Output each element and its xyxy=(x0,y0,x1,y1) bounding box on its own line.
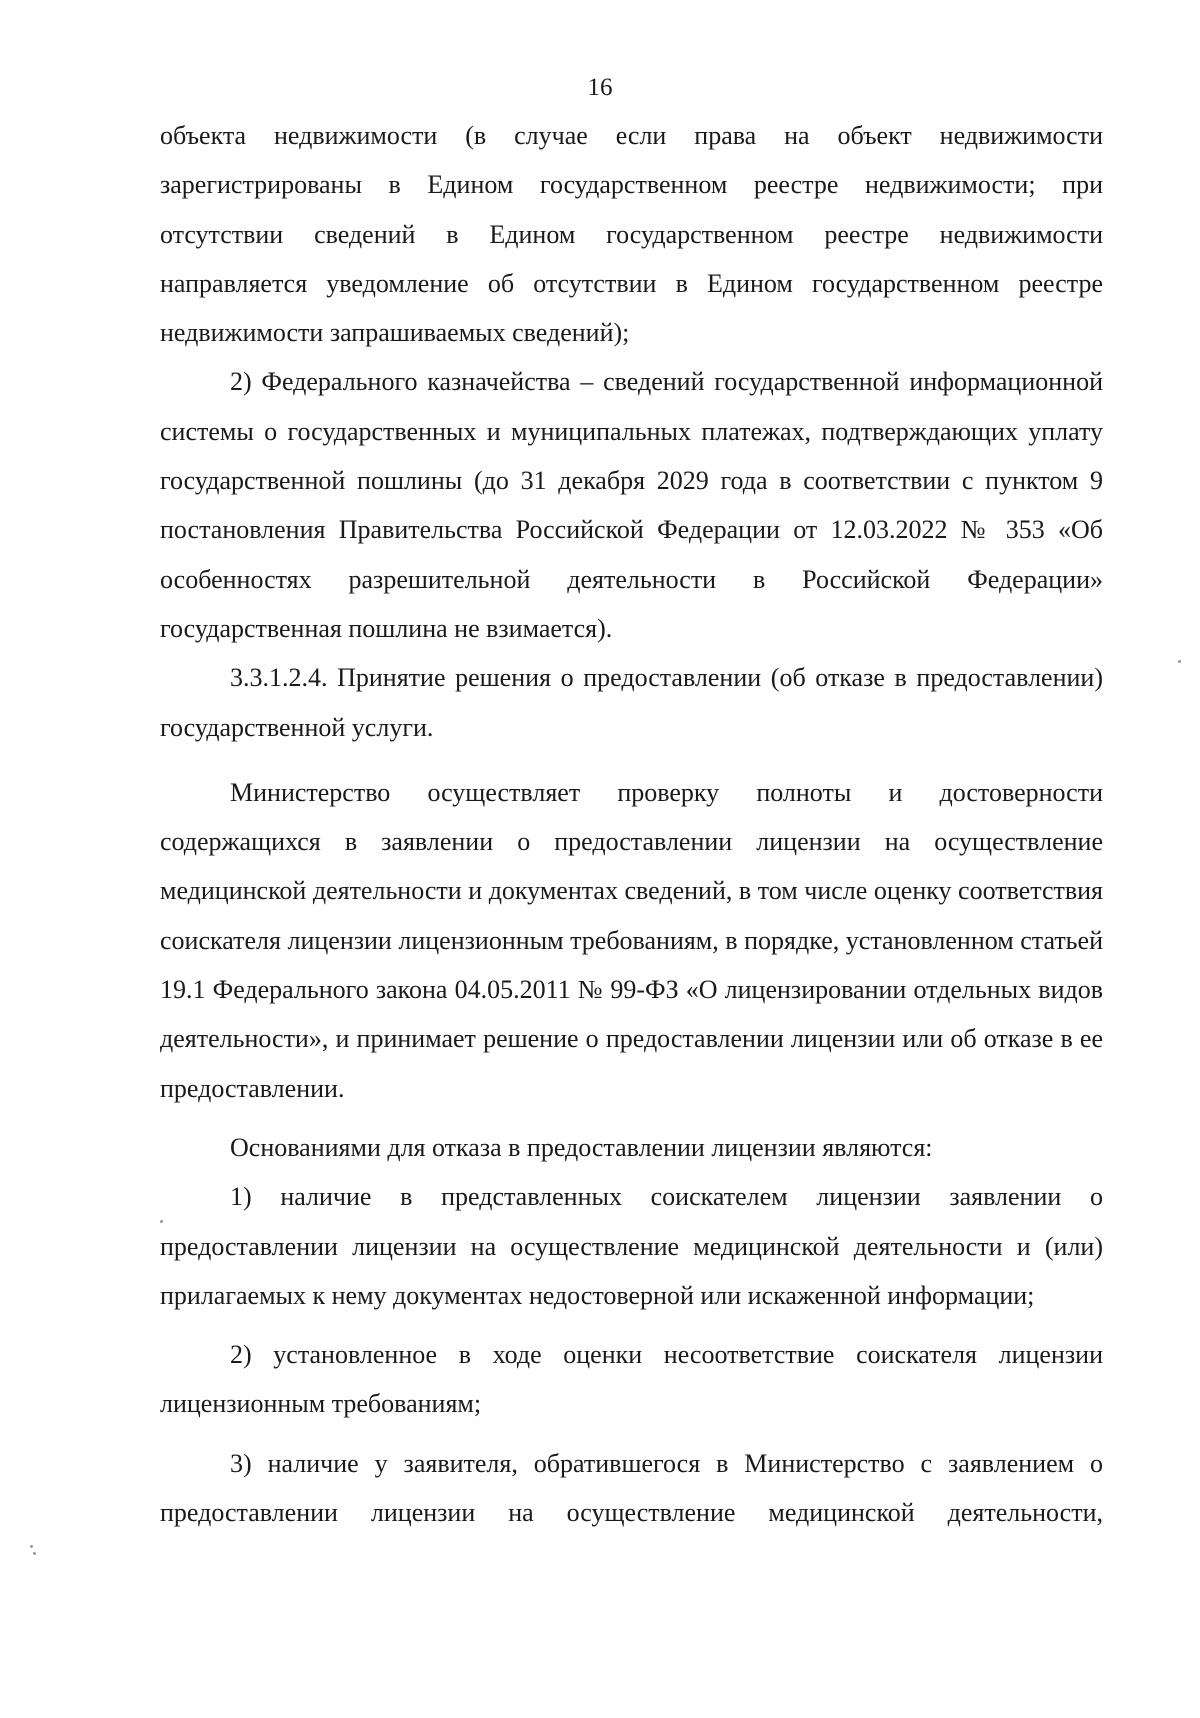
paragraph-continuation: объекта недвижимости (в случае если права на объект недвижимости зарегистрированы в Едином государственном реестре недвижимости; при отсутствии сведений в Едином государственном реестре недвижимости направляется уведомление об отсутствии в Едином государственном реестре недвижимости запрашиваемых сведений); xyxy=(160,121,1103,348)
paragraph-refusal-grounds-heading: Основаниями для отказа в предоставлении лицензии являются: xyxy=(230,1132,933,1162)
paragraph-refusal-ground-2: 2) установленное в ходе оценки несоответствие соискателя лицензии лицензионным требованиям; xyxy=(160,1340,1103,1419)
paragraph-ministry-check: Министерство осуществляет проверку полноты и достоверности содержащихся в заявлении о предоставлении лицензии на осуществление медицинской деятельности и документах сведений, в том числе оценку соответствия соискателя лицензии лицензионным требованиям, в порядке, установленном статьей 19.1 Федерального закона 04.05.2011 № 99-ФЗ «О лицензировании отдельных видов деятельности», и принимает решение о предоставлении лицензии или об отказе в ее предоставлении. xyxy=(160,777,1103,1103)
paragraph-item-2-treasury: 2) Федерального казначейства – сведений государственной информационной системы о государственных и муниципальных платежах, подтверждающих уплату государственной пошлины (до 31 декабря 2029 года в соответствии с пунктом 9 постановления Правительства Российской Федерации от 12.03.2022 № 353 «Об особенностях разрешительной деятельности в Российской Федерации» государственная пошлина не взимается). xyxy=(160,367,1103,643)
paragraph-section-3-3-1-2-4: 3.3.1.2.4. Принятие решения о предоставлении (об отказе в предоставлении) государственной услуги. xyxy=(160,663,1103,742)
document-body xyxy=(160,111,1103,1537)
paragraph-refusal-ground-1: 1) наличие в представленных соискателем лицензии заявлении о предоставлении лицензии на осуществление медицинской деятельности и (или) прилагаемых к нему документах недостоверной или искаженной информации; xyxy=(160,1182,1103,1310)
scan-speck xyxy=(1178,660,1181,663)
scan-speck xyxy=(33,1552,36,1555)
scan-speck xyxy=(30,1545,33,1548)
scan-speck xyxy=(160,1220,163,1223)
paragraph-refusal-ground-3: 3) наличие у заявителя, обратившегося в Министерство с заявлением о предоставлении лицензии на осуществление медицинской деятельности, xyxy=(160,1448,1103,1528)
page-number: 16 xyxy=(587,74,613,101)
